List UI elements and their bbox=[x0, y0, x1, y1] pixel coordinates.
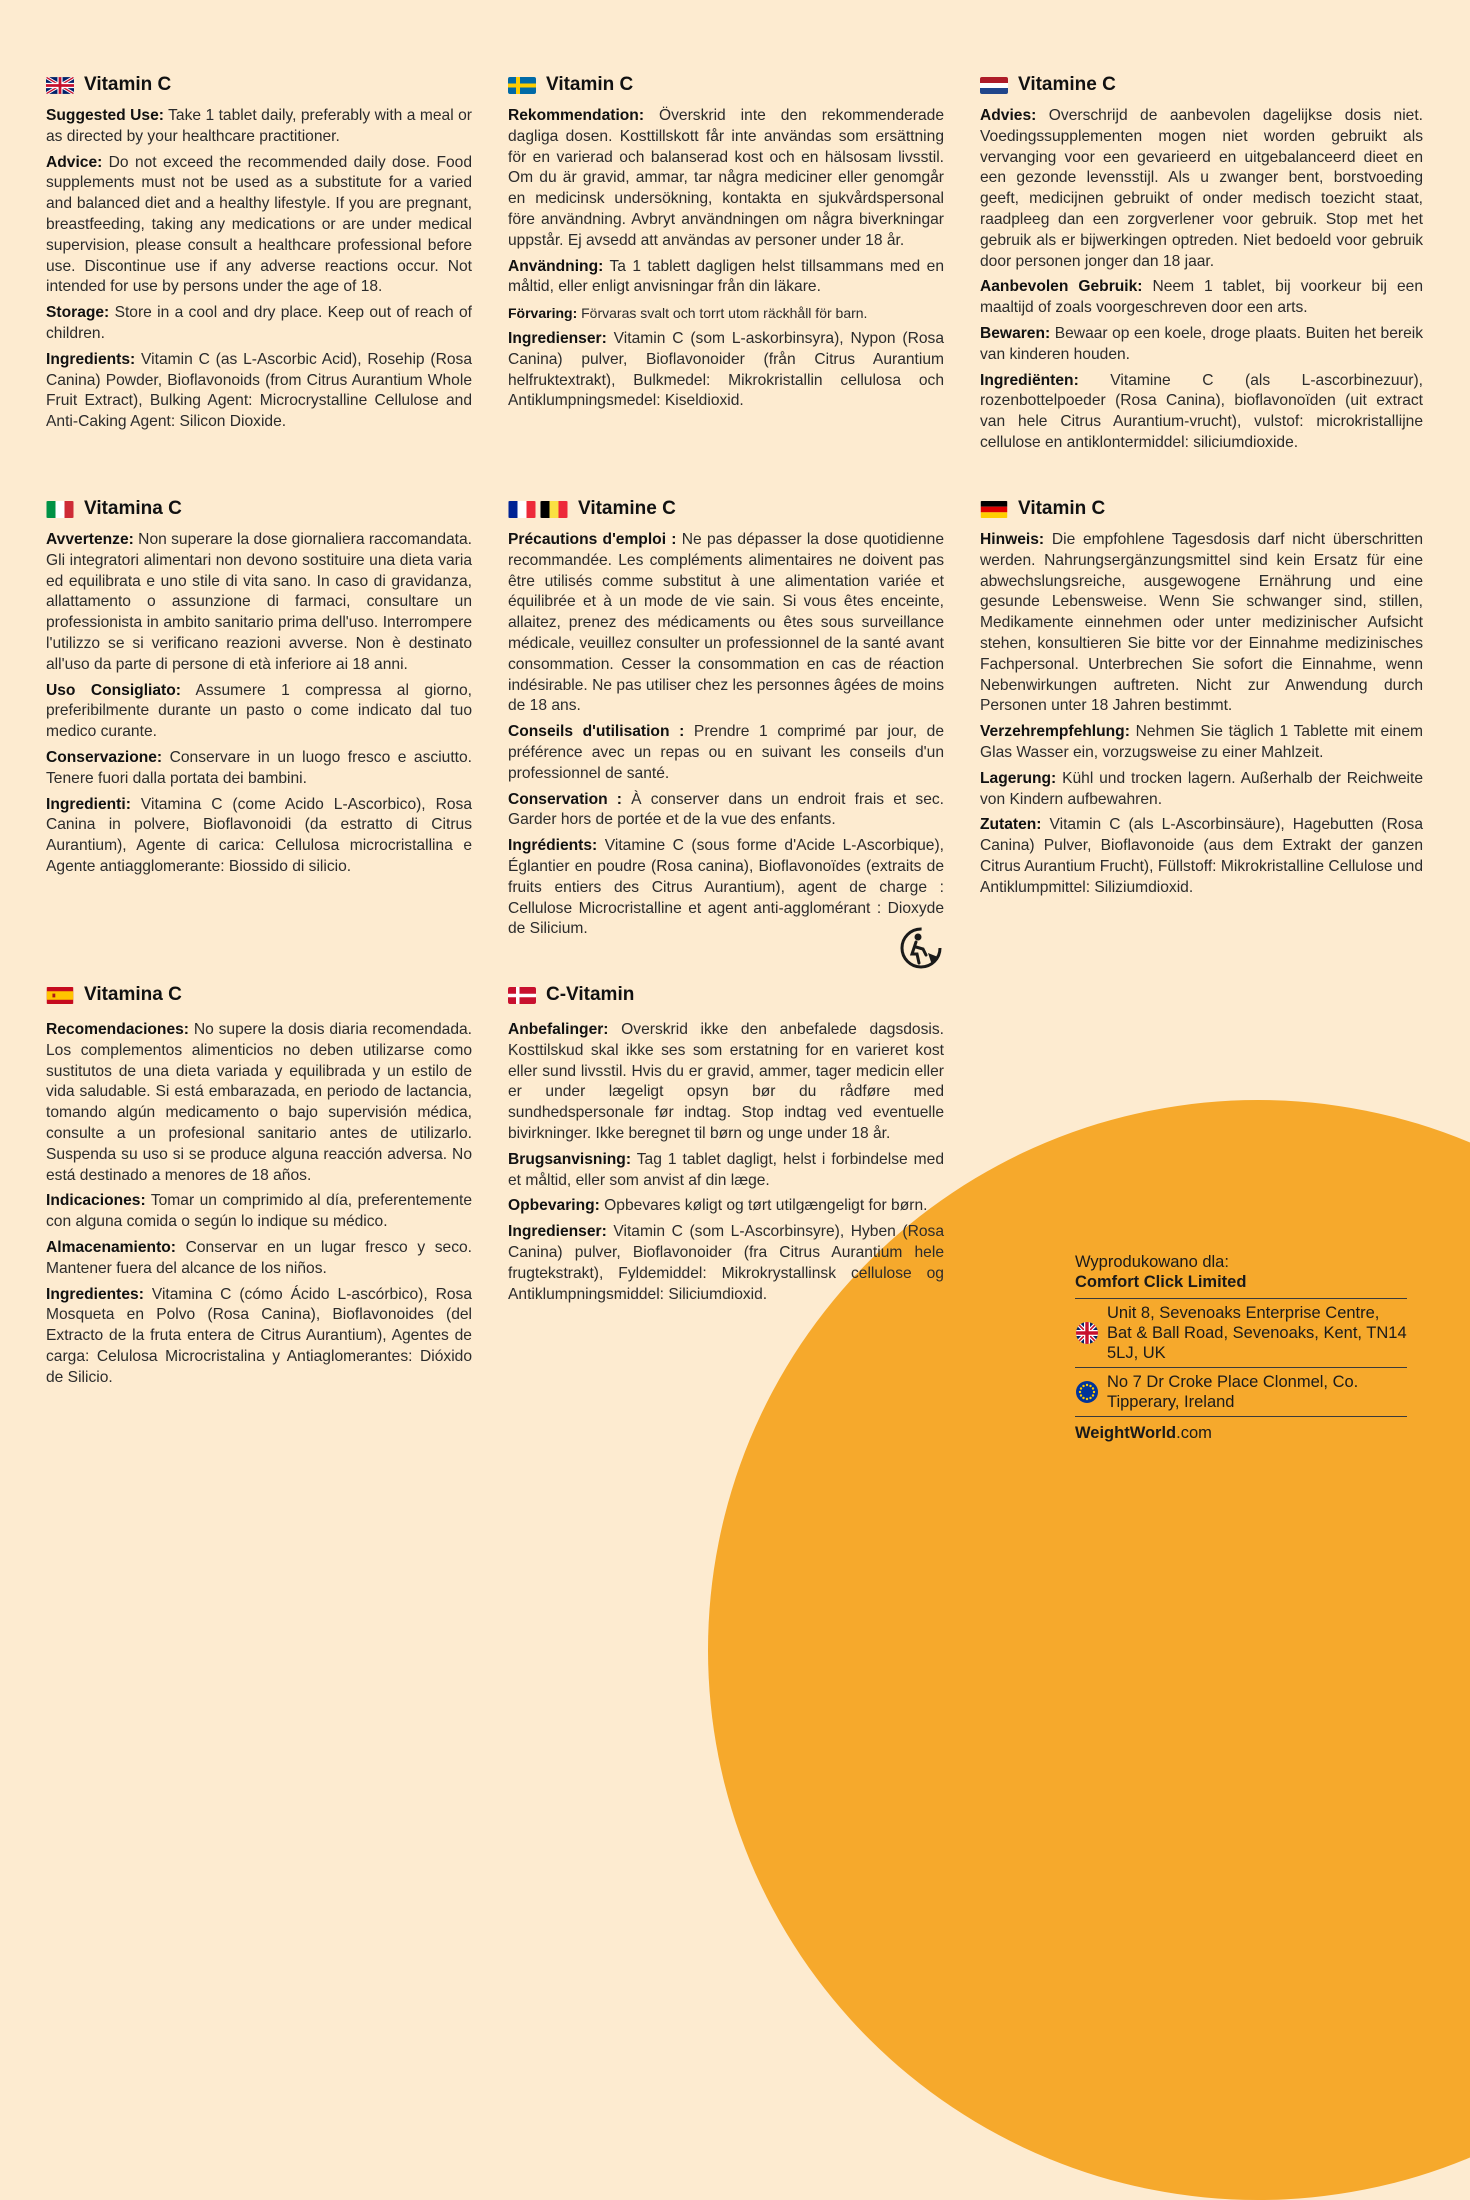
advice-paragraph: Rekommendation: Överskrid inte den rekommenderade dagliga dosen. Kosttillskott får inte användas som ersättning för en varierad och balanserad kost och en hälsosam livsstil. Om du är gravid, ammar, tar några mediciner eller genomgår en medicinsk undersökning, kontakta en sjukvårdspersonal före användning. Avbryt användningen om några biverkningar uppstår. Ej avsedd att användas av personer under 18 år. bbox=[508, 107, 944, 249]
storage-paragraph: Förvaring: Förvaras svalt och torrt utom räckhåll för barn. bbox=[508, 305, 868, 322]
company-name: Comfort Click Limited bbox=[1075, 1273, 1247, 1291]
section-title bbox=[980, 74, 1423, 96]
eu-flag-icon bbox=[1075, 1380, 1099, 1404]
use-paragraph: Brugsanvisning: Tag 1 tablet dagligt, helst i forbindelse med et måltid, eller som anvist af din læge. bbox=[508, 1150, 944, 1189]
section-german bbox=[980, 498, 1423, 904]
section-title bbox=[46, 498, 472, 520]
title-text: Vitamine C bbox=[578, 498, 676, 519]
section-title bbox=[508, 984, 944, 1006]
eu-address-row bbox=[1075, 1367, 1407, 1417]
italy-flag-icon bbox=[46, 501, 74, 518]
manufactured-for-label: Wyprodukowano dla: bbox=[1075, 1253, 1229, 1271]
advice-paragraph: Avvertenze: Non superare la dose giornaliera raccomandata. Gli integratori alimentari non devono sostituire una dieta varia ed equilibrata e uno stile di vita sano. In caso di gravidanza, allattamento o assunzione di farmaci, consultare un professionista in ambito sanitario prima dell'uso. Interrompere l'utilizzo se si verificano reazioni avverse. Non è destinato all'uso da parte di persone di età inferiore ai 18 anni. bbox=[46, 531, 472, 673]
title-text: Vitamin C bbox=[546, 74, 634, 95]
france-flag-icon bbox=[508, 501, 536, 518]
section-title bbox=[46, 74, 472, 96]
use-paragraph: Uso Consigliato: Assumere 1 compressa al giorno, preferibilmente durante un pasto o come indicato dal tuo medico curante. bbox=[46, 681, 473, 741]
section-english bbox=[46, 74, 472, 438]
website-domain: .com bbox=[1176, 1424, 1212, 1442]
use-paragraph: Indicaciones: Tomar un comprimido al día, preferentemente con alguna comida o según lo indique su médico. bbox=[46, 1192, 472, 1231]
ingredients-paragraph: Ingrédients: Vitamine C (sous forme d'Acide L-Ascorbique), Églantier en poudre (Rosa canina), Bioflavonoïdes (extraits de fruits entiers des Citrus Aurantium), agent de charge : Cellulose Microcristalline et agent anti-agglomérant : Dioxyde de Silicium. bbox=[508, 837, 944, 938]
section-title bbox=[980, 498, 1423, 520]
title-text: Vitamina C bbox=[84, 498, 182, 519]
use-paragraph: Suggested Use: Take 1 tablet daily, preferably with a meal or as directed by your healthcare practitioner. bbox=[46, 107, 472, 145]
storage-paragraph: Conservation : À conserver dans un endroit frais et sec. Garder hors de portée et de la vue des enfants. bbox=[508, 790, 944, 829]
use-paragraph: Aanbevolen Gebruik: Neem 1 tablet, bij voorkeur bij een maaltijd of zoals voorgeschreven door een arts. bbox=[980, 278, 1424, 317]
advice-paragraph: Advice: Do not exceed the recommended daily dose. Food supplements must not be used as a substitute for a varied and balanced diet and a healthy lifestyle. If you are pregnant, breastfeeding, taking any medications or are under medical supervision, please consult a healthcare professional before use. Discontinue use if any adverse reactions occur. Not intended for use by persons under the age of 18. bbox=[46, 153, 472, 296]
section-title bbox=[508, 498, 944, 520]
website-brand: WeightWorld bbox=[1075, 1424, 1177, 1442]
section-title bbox=[46, 984, 472, 1006]
section-swedish bbox=[508, 74, 944, 417]
section-spanish bbox=[46, 984, 472, 1394]
netherlands-flag-icon bbox=[980, 77, 1008, 94]
ingredients-paragraph: Ingredienser: Vitamin C (som L-Ascorbinsyre), Hyben (Rosa Canina) pulver, Bioflavonoider (fra Citrus Aurantium hele frugtekstrakt), Fyldemiddel: Mikrokrystallinsk cellulose og Antiklumpningsmiddel: Siliciumdioxid. bbox=[508, 1223, 944, 1303]
ingredients-paragraph: Zutaten: Vitamin C (als L-Ascorbinsäure), Hagebutten (Rosa Canina) Pulver, Bioflavonoide (aus dem Extrakt der ganzen Citrus Aurantium Frucht), Füllstoff: Mikrokristalline Cellulose und Antiklumpmittel: Siliziumdioxid. bbox=[980, 816, 1423, 896]
title-text: Vitamina C bbox=[84, 984, 182, 1005]
uk-address-row bbox=[1075, 1298, 1407, 1367]
manufacturer-header bbox=[1075, 1252, 1407, 1292]
ingredients-paragraph: Ingrediënten: Vitamine C (als L-ascorbinezuur), rozenbottelpoeder (Rosa Canina), bioflavonoïden (uit extract van hele Citrus Aurantium-vrucht), vulstof: microkristallijne cellulose en antiklontermiddel: siliciumdioxide. bbox=[980, 371, 1423, 451]
ingredients-paragraph: Ingredientes: Vitamina C (cómo Ácido L-ascórbico), Rosa Mosqueta en Polvo (Rosa Canina), Bioflavonoides (del Extracto de la fruta entera de Citrus Aurantium), Agentes de carga: Celulosa Microcristalina y Antiaglomerantes: Dióxido de Silicio. bbox=[46, 1285, 472, 1386]
title-text: Vitamine C bbox=[1018, 74, 1116, 95]
website-link[interactable] bbox=[1075, 1423, 1407, 1443]
advice-paragraph: Recomendaciones: No supere la dosis diaria recomendada. Los complementos alimenticios no deben utilizarse como sustitutos de una dieta variada y equilibrada y un estilo de vida saludable. Si está embarazada, en periodo de lactancia, tomando algún medicamento o bajo supervisión médica, consulte a un profesional sanitario antes de utilizarlo. Suspenda su uso si se produce alguna reacción adversa. No está destinado a menores de 18 años. bbox=[46, 1021, 472, 1184]
spain-flag-icon bbox=[46, 987, 74, 1004]
advice-paragraph: Advies: Overschrijd de aanbevolen dagelijkse dosis niet. Voedingssupplementen mogen niet worden gebruikt als vervanging voor een gevarieerd en uitgebalanceerd dieet en een gezonde levensstijl. Als u zwanger bent, borstvoeding geeft, medicijnen gebruikt of onder medisch toezicht staat, raadpleeg dan een zorgverlener voor gebruik. Stop met het gebruik als er bijwerkingen optreden. Niet bedoeld voor gebruik door personen jonger dan 18 jaar. bbox=[980, 107, 1423, 270]
storage-paragraph: Opbevaring: Opbevares køligt og tørt utilgængeligt for børn. bbox=[508, 1197, 928, 1215]
belgium-flag-icon bbox=[540, 501, 568, 518]
section-danish bbox=[508, 984, 944, 1310]
section-french bbox=[508, 498, 944, 945]
ingredients-paragraph: Ingredienti: Vitamina C (come Acido L-Ascorbico), Rosa Canina in polvere, Bioflavonoidi (da estratto di Citrus Aurantium), Agente di carica: Cellulosa microcristallina e Agente antiagglomerante: Biossido di silicio. bbox=[46, 795, 472, 875]
section-dutch bbox=[980, 74, 1423, 459]
title-text: C-Vitamin bbox=[546, 984, 635, 1005]
storage-paragraph: Lagerung: Kühl und trocken lagern. Außerhalb der Reichweite von Kindern aufbewahren. bbox=[980, 769, 1423, 808]
manufacturer-info bbox=[1075, 1252, 1407, 1443]
use-paragraph: Verzehrempfehlung: Nehmen Sie täglich 1 Tablette mit einem Glas Wasser ein, vorzugsweise zu einer Mahlzeit. bbox=[980, 723, 1423, 761]
uk-address-text: Unit 8, Sevenoaks Enterprise Centre, Bat & Ball Road, Sevenoaks, Kent, TN14 5LJ, UK bbox=[1107, 1304, 1407, 1362]
germany-flag-icon bbox=[980, 501, 1008, 518]
use-paragraph: Conseils d'utilisation : Prendre 1 comprimé par jour, de préférence avec un repas ou en suivant les conseils d'un professionnel de santé. bbox=[508, 723, 944, 782]
advice-paragraph: Hinweis: Die empfohlene Tagesdosis darf nicht überschritten werden. Nahrungsergänzungsmittel sind kein Ersatz für eine abwechslungsreiche, ausgewogene Ernährung und eine gesunde Lebensweise. Wenn Sie schwanger sind, stillen, Medikamente einnehmen oder unter medizinischer Aufsicht stehen, konsultieren Sie bitte vor der Einnahme medizinisches Fachpersonal. Unterbrechen Sie sofort die Einnahme, wenn Nebenwirkungen auftreten. Nicht zur Anwendung durch Personen unter 18 Jahren bestimmt. bbox=[980, 531, 1423, 715]
storage-paragraph: Storage: Store in a cool and dry place. Keep out of reach of children. bbox=[46, 304, 472, 342]
title-text: Vitamin C bbox=[84, 74, 172, 95]
section-title bbox=[508, 74, 944, 96]
title-text: Vitamin C bbox=[1018, 498, 1106, 519]
use-paragraph: Användning: Ta 1 tablett dagligen helst tillsammans med en måltid, eller enligt anvisningar från din läkare. bbox=[508, 257, 944, 296]
recycle-icon bbox=[898, 925, 944, 971]
eu-address-text: No 7 Dr Croke Place Clonmel, Co. Tipperary, Ireland bbox=[1107, 1373, 1359, 1411]
storage-paragraph: Conservazione: Conservare in un luogo fresco e asciutto. Tenere fuori dalla portata dei bambini. bbox=[46, 748, 472, 787]
storage-paragraph: Bewaren: Bewaar op een koele, droge plaats. Buiten het bereik van kinderen houden. bbox=[980, 324, 1423, 363]
advice-paragraph: Anbefalinger: Overskrid ikke den anbefalede dagsdosis. Kosttilskud skal ikke ses som erstatning for en varieret kost eller sund livsstil. Hvis du er gravid, ammer, tager medicin eller er under lægeligt opsyn bør du rådføre med sundhedspersonale før indtag. Stop indtag ved eventuelle bivirkninger. Ikke beregnet til børn og unge under 18 år. bbox=[508, 1021, 944, 1142]
sweden-flag-icon bbox=[508, 77, 536, 94]
ingredients-paragraph: Ingredienser: Vitamin C (som L-askorbinsyra), Nypon (Rosa Canina) pulver, Bioflavonoider (från Citrus Aurantium helfruktextrakt), Bulkmedel: Mikrokristallin cellulosa och Antiklumpningsmedel: Kiseldioxid. bbox=[508, 329, 944, 410]
advice-paragraph: Précautions d'emploi : Ne pas dépasser la dose quotidienne recommandée. Les compléments alimentaires ne doivent pas être utilisés comme substitut à une alimentation variée et équilibrée et à un mode de vie sain. Si vous êtes enceinte, allaitez, prenez des médicaments ou êtes sous surveillance médicale, veuillez consulter un professionnel de la santé avant consommation. Cesser la consommation en cas de réaction indésirable. Ne pas utiliser chez les personnes âgées de moins de 18 ans. bbox=[508, 531, 945, 715]
uk-flag-icon bbox=[46, 77, 74, 94]
ingredients-paragraph: Ingredients: Vitamin C (as L-Ascorbic Acid), Rosehip (Rosa Canina) Powder, Bioflavonoids (from Citrus Aurantium Whole Fruit Extract), Bulking Agent: Microcrystalline Cellulose and Anti-Caking Agent: Silicon Dioxide. bbox=[46, 350, 472, 431]
denmark-flag-icon bbox=[508, 987, 536, 1004]
storage-paragraph: Almacenamiento: Conservar en un lugar fresco y seco. Mantener fuera del alcance de los niños. bbox=[46, 1238, 472, 1277]
uk-flag-icon bbox=[1075, 1321, 1099, 1345]
section-italian bbox=[46, 498, 472, 883]
